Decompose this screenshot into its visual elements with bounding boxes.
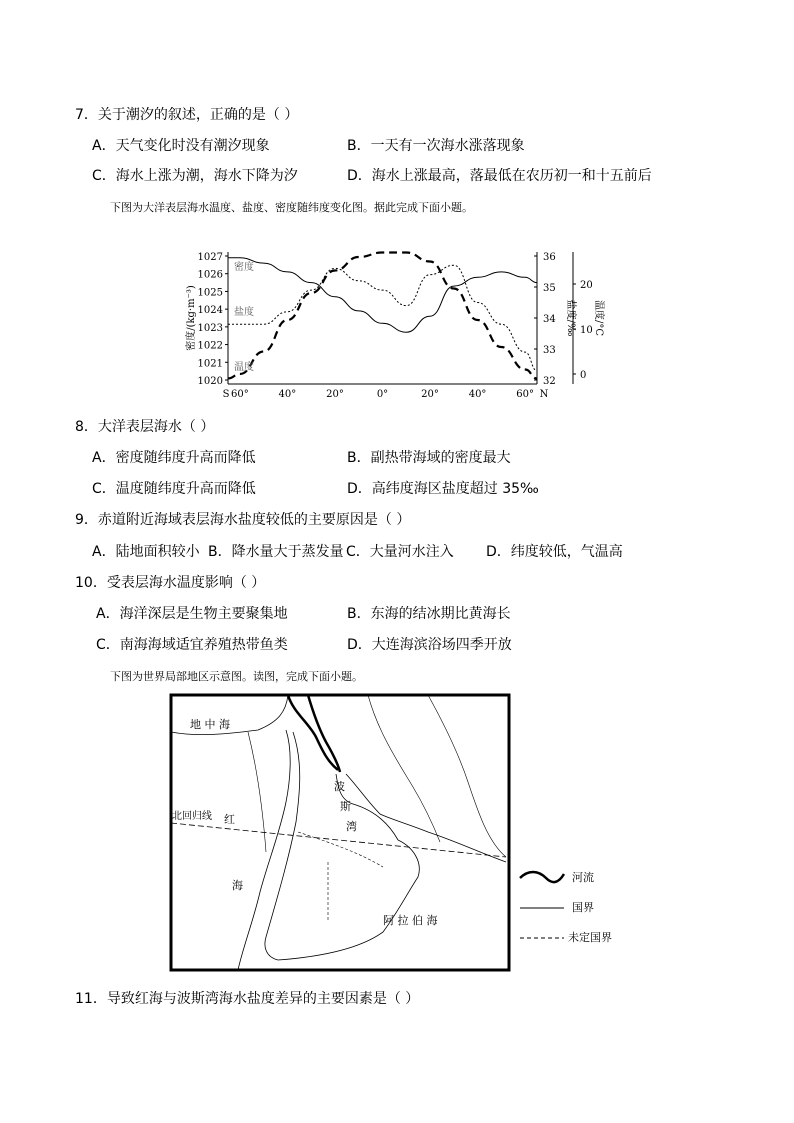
- q8-option-c: C．温度随纬度升高而降低: [92, 481, 256, 497]
- density-tick-label: 1023: [197, 322, 223, 334]
- salinity-tick-label: 36: [543, 252, 556, 263]
- x-tick-label: 60°: [516, 389, 534, 400]
- salinity-tick-label: 35: [543, 283, 556, 294]
- density-tick-label: 1025: [197, 287, 223, 299]
- q10-option-b: B．东海的结冰期比黄海长: [347, 606, 511, 622]
- legend-border-label: 国界: [572, 901, 594, 914]
- q8-option-a: A．密度随纬度升高而降低: [92, 450, 256, 466]
- density-axis-label: 密度/(kg·m⁻³): [186, 285, 197, 351]
- x-tick-label: 0°: [376, 389, 389, 400]
- region-map: [168, 692, 628, 974]
- x-tick-label: S: [222, 389, 230, 400]
- salinity-axis-label: 盐度/‰: [565, 299, 576, 337]
- label-red-sea-1: 红: [224, 813, 235, 826]
- label-red-sea-2: 海: [232, 879, 243, 892]
- legend-undefined-border-label: 未定国界: [568, 931, 612, 944]
- q9-option-d: D．纬度较低，气温高: [486, 544, 623, 560]
- q9-stem: 9．赤道附近海域表层海水盐度较低的主要原因是（ ）: [75, 512, 411, 528]
- q7-stem: 7．关于潮汐的叙述，正确的是（ ）: [75, 107, 299, 123]
- density-tick-label: 1021: [197, 358, 223, 370]
- salinity-tick-label: 32: [543, 376, 556, 387]
- density-series-label: 密度: [234, 262, 254, 273]
- q10-option-a: A．海洋深层是生物主要聚集地: [96, 606, 288, 622]
- x-tick-label: 20°: [421, 389, 439, 400]
- density-tick-label: 1022: [197, 340, 223, 352]
- density-tick-label: 1020: [197, 376, 223, 387]
- ocean-chart: [180, 240, 604, 405]
- q7-option-b: B．一天有一次海水涨落现象: [347, 138, 525, 154]
- x-tick-label: 20°: [326, 389, 344, 400]
- q8-option-d: D．高纬度海区盐度超过 35‰: [347, 481, 539, 497]
- x-tick-label: 40°: [278, 389, 297, 400]
- density-tick-label: 1026: [197, 269, 223, 281]
- temperature-tick-label: 0: [580, 370, 587, 381]
- q8-option-b: B．副热带海域的密度最大: [347, 450, 511, 466]
- density-tick-label: 1024: [197, 305, 223, 317]
- density-tick-label: 1027: [197, 252, 223, 263]
- q9-option-b: B．降水量大于蒸发量: [208, 544, 344, 560]
- temperature-line: [228, 253, 537, 379]
- label-persian-2: 斯: [340, 800, 351, 813]
- x-tick-label: N: [539, 389, 549, 400]
- temperature-tick-label: 20: [580, 280, 593, 291]
- label-persian-1: 波: [334, 780, 345, 793]
- legend-river-symbol: [520, 872, 564, 882]
- q10-stem: 10．受表层海水温度影响（ ）: [75, 575, 266, 591]
- q9-option-a: A．陆地面积较小: [92, 544, 200, 560]
- label-arabian-sea: 阿 拉 伯 海: [383, 914, 438, 927]
- temperature-axis-label: 温度/°C: [593, 299, 604, 337]
- salinity-tick-label: 34: [543, 314, 556, 325]
- map-frame: [171, 695, 509, 970]
- salinity-series-label: 盐度: [234, 307, 254, 318]
- q7-option-a: A．天气变化时没有潮汐现象: [92, 138, 270, 154]
- salinity-tick-label: 33: [543, 345, 556, 356]
- salinity-line: [228, 265, 537, 370]
- density-line: [228, 258, 537, 332]
- q8-stem: 8．大洋表层海水（ ）: [75, 419, 215, 435]
- x-tick-label: 40°: [468, 389, 487, 400]
- label-persian-3: 湾: [346, 820, 357, 833]
- legend-river-label: 河流: [572, 871, 594, 884]
- temperature-tick-label: 10: [580, 325, 593, 336]
- chart-intro: 下图为大洋表层海水温度、盐度、密度随纬度变化图。据此完成下面小题。: [110, 201, 473, 214]
- q7-option-d: D．海水上涨最高，落最低在农历初一和十五前后: [347, 168, 652, 184]
- q7-option-c: C．海水上涨为潮，海水下降为汐: [92, 168, 298, 184]
- map-intro: 下图为世界局部地区示意图。读图，完成下面小题。: [110, 670, 363, 683]
- q10-option-c: C．南海海域适宜养殖热带鱼类: [96, 637, 288, 653]
- label-mediterranean: 地 中 海: [190, 718, 230, 731]
- x-tick-label: 60°: [231, 389, 249, 400]
- q11-stem: 11．导致红海与波斯湾海水盐度差异的主要因素是（ ）: [75, 991, 420, 1007]
- q10-option-d: D．大连海滨浴场四季开放: [347, 637, 512, 653]
- label-tropic: 北回归线: [172, 811, 212, 822]
- temperature-series-label: 温度: [234, 362, 254, 373]
- q9-option-c: C．大量河水注入: [346, 544, 454, 560]
